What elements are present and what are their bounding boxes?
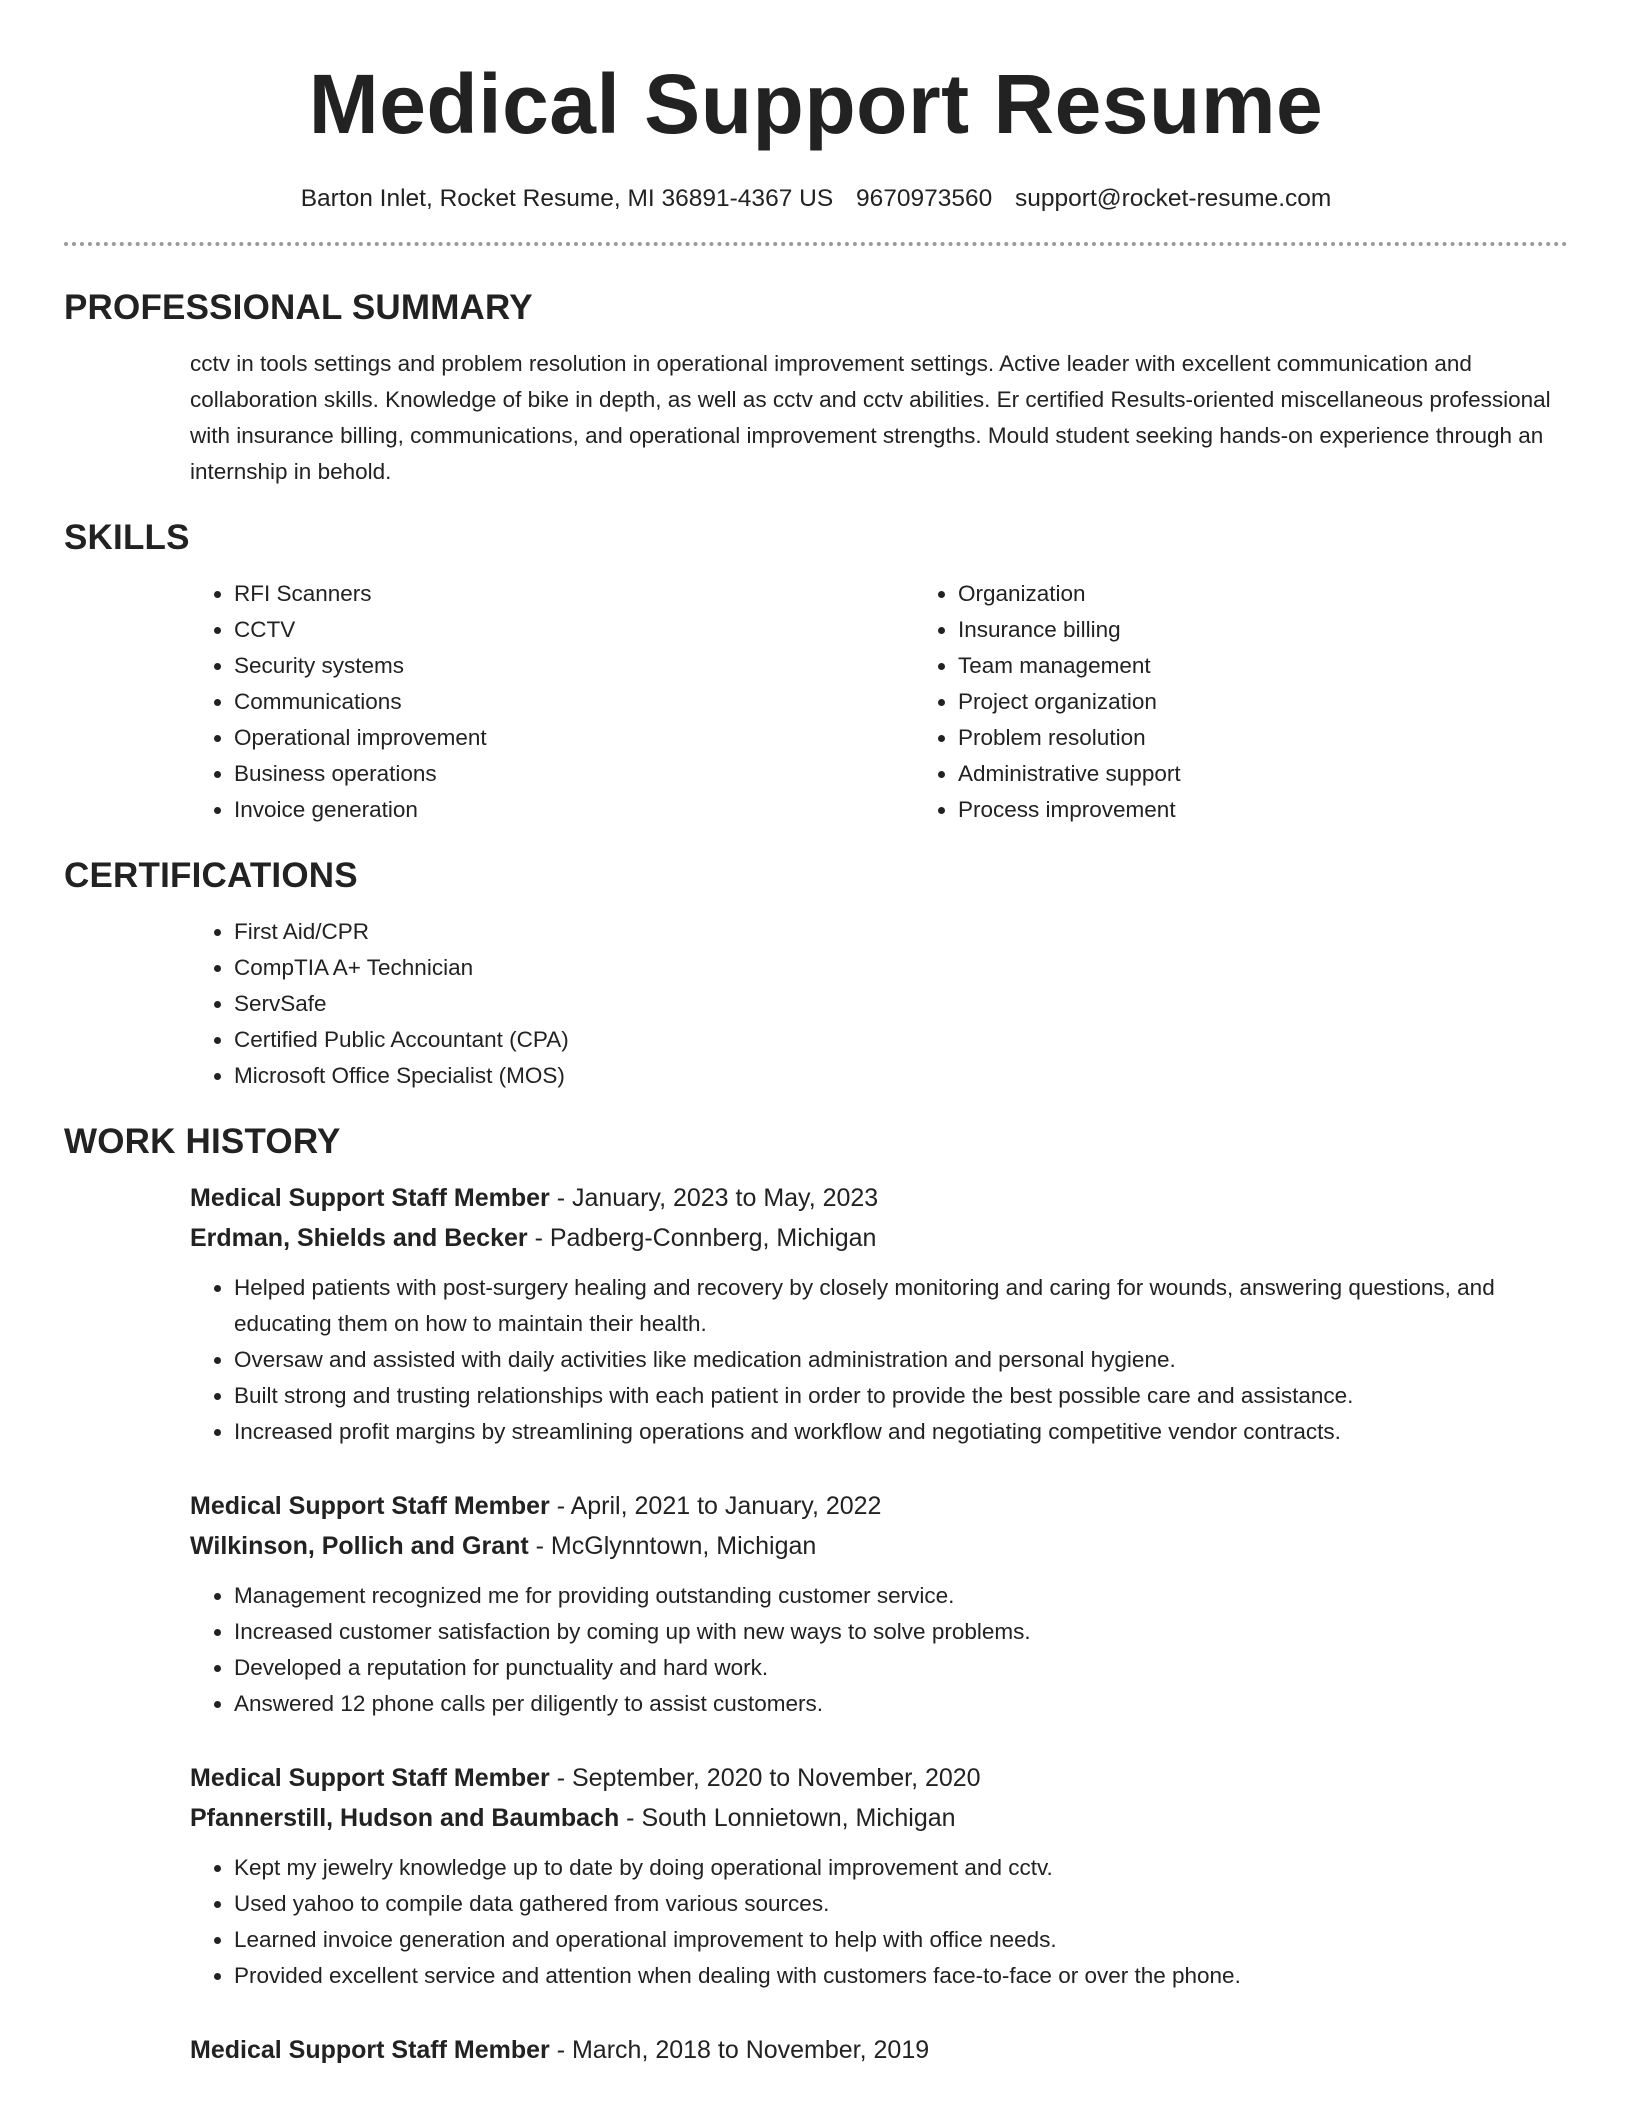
work-history-heading: WORK HISTORY: [64, 1122, 341, 1161]
job-title-line: [190, 1178, 1568, 1218]
job-company: Wilkinson, Pollich and Grant: [190, 1532, 529, 1560]
job-role: Medical Support Staff Member: [190, 2036, 550, 2064]
contact-address: Barton Inlet, Rocket Resume, MI 36891-4367 US: [300, 185, 834, 212]
list-item: • Security systems: [234, 648, 914, 684]
list-item: • ServSafe: [234, 986, 1568, 1022]
job-dates: - March, 2018 to November, 2019: [549, 2036, 930, 2064]
job-role: Medical Support Staff Member: [190, 1764, 550, 1792]
job-location: - South Lonnietown, Michigan: [619, 1804, 956, 1832]
list-item: • Oversaw and assisted with daily activities like medication administration and personal hygiene.: [234, 1342, 1568, 1378]
list-item: • Invoice generation: [234, 792, 914, 828]
list-item: • Problem resolution: [958, 720, 1632, 756]
list-item: • Organization: [958, 576, 1632, 612]
resume-header: [64, 0, 1568, 216]
list-item: • First Aid/CPR: [234, 914, 1568, 950]
list-item: • Kept my jewelry knowledge up to date by doing operational improvement and cctv.: [234, 1850, 1568, 1886]
job-bullets: [190, 1578, 1568, 1722]
list-item: • Increased customer satisfaction by coming up with new ways to solve problems.: [234, 1614, 1568, 1650]
job-title-line: [190, 1758, 1568, 1798]
list-item: • CompTIA A+ Technician: [234, 950, 1568, 986]
skills-grid: [190, 576, 1568, 828]
certifications-body: [190, 914, 1568, 1094]
summary-text: cctv in tools settings and problem resolution in operational improvement settings. Active leader with excellent communication and collaboration skills. Knowledge of bike in depth, as well as cctv and cctv abilities. Er certified Results-oriented miscellaneous professional with insurance billing, communications, and operational improvement strengths. Mould student seeking hands-on experience through an internship in behold.: [190, 351, 1551, 484]
list-item: • RFI Scanners: [234, 576, 914, 612]
contact-email[interactable]: support@rocket-resume.com: [1015, 185, 1332, 212]
list-item: • Answered 12 phone calls per diligently to assist customers.: [234, 1686, 1568, 1722]
list-item: • Process improvement: [958, 792, 1632, 828]
job-company-line: [190, 1798, 1568, 1838]
list-item: • Helped patients with post-surgery healing and recovery by closely monitoring and caring for wounds, answering questions, and educating them on how to maintain their health.: [234, 1270, 1568, 1342]
job-dates: - January, 2023 to May, 2023: [549, 1184, 879, 1212]
job-bullets: [190, 1850, 1568, 1994]
job-title-line: [190, 1486, 1568, 1526]
list-item: • Project organization: [958, 684, 1632, 720]
skills-heading: SKILLS: [64, 518, 190, 557]
skills-list-right: [914, 576, 1632, 828]
summary-heading: PROFESSIONAL SUMMARY: [64, 288, 533, 327]
job-bullets: [190, 1270, 1568, 1450]
list-item: • Operational improvement: [234, 720, 914, 756]
list-item: • Microsoft Office Specialist (MOS): [234, 1058, 1568, 1094]
header-divider: [64, 242, 1568, 246]
list-item: • Management recognized me for providing outstanding customer service.: [234, 1578, 1568, 1614]
list-item: • Increased profit margins by streamlining operations and workflow and negotiating competitive vendor contracts.: [234, 1414, 1568, 1450]
skills-list-left: [190, 576, 914, 828]
list-item: • Communications: [234, 684, 914, 720]
skills-section: [64, 518, 1568, 828]
job-entry: [190, 1178, 1568, 1450]
summary-body: [190, 346, 1568, 490]
job-company-line: [190, 1526, 1568, 1566]
work-history-body: [190, 1178, 1568, 2070]
list-item: • Certified Public Accountant (CPA): [234, 1022, 1568, 1058]
job-dates: - April, 2021 to January, 2022: [549, 1492, 882, 1520]
job-entry: [190, 1486, 1568, 1722]
list-item: • CCTV: [234, 612, 914, 648]
job-company-line: [190, 1218, 1568, 1258]
certifications-heading: CERTIFICATIONS: [64, 856, 358, 895]
list-item: • Insurance billing: [958, 612, 1632, 648]
job-location: - Padberg-Connberg, Michigan: [527, 1224, 877, 1252]
job-company: Erdman, Shields and Becker: [190, 1224, 528, 1252]
list-item: • Used yahoo to compile data gathered from various sources.: [234, 1886, 1568, 1922]
certifications-list: [190, 914, 1568, 1094]
list-item: • Business operations: [234, 756, 914, 792]
job-role: Medical Support Staff Member: [190, 1184, 550, 1212]
list-item: • Provided excellent service and attention when dealing with customers face-to-face or over the phone.: [234, 1958, 1568, 1994]
job-title-line: [190, 2030, 1568, 2070]
list-item: • Learned invoice generation and operational improvement to help with office needs.: [234, 1922, 1568, 1958]
list-item: • Team management: [958, 648, 1632, 684]
job-entry: [190, 2030, 1568, 2070]
certifications-section: [64, 856, 1568, 1094]
job-role: Medical Support Staff Member: [190, 1492, 550, 1520]
job-company: Pfannerstill, Hudson and Baumbach: [190, 1804, 620, 1832]
contact-phone: 9670973560: [855, 185, 993, 212]
job-entry: [190, 1758, 1568, 1994]
work-history-section: [64, 1122, 1568, 2070]
list-item: • Built strong and trusting relationships with each patient in order to provide the best possible care and assistance.: [234, 1378, 1568, 1414]
job-dates: - September, 2020 to November, 2020: [549, 1764, 981, 1792]
list-item: • Developed a reputation for punctuality and hard work.: [234, 1650, 1568, 1686]
job-location: - McGlynntown, Michigan: [528, 1532, 817, 1560]
list-item: • Administrative support: [958, 756, 1632, 792]
contact-line: [64, 182, 1568, 216]
summary-section: [64, 288, 1568, 490]
resume-title: Medical Support Resume: [308, 57, 1324, 151]
